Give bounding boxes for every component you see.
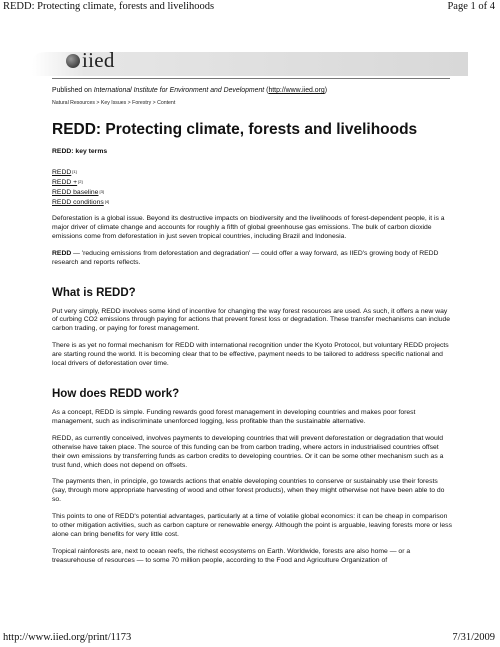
- key-term-link[interactable]: REDD baseline: [52, 189, 99, 196]
- key-term-ref: [3]: [99, 189, 104, 194]
- key-term-link[interactable]: REDD: [52, 169, 72, 176]
- globe-icon: [66, 54, 80, 68]
- key-term-item: [52, 167, 452, 177]
- redd-bold: REDD: [52, 249, 72, 257]
- published-paren-close: ): [324, 87, 328, 94]
- divider: [52, 78, 450, 79]
- paragraph: As a concept, REDD is simple. Funding rewards good forest management in developing countries and makes poor forest management, such as indiscriminate unenforced logging, less profitable than the sustainable alternative.: [52, 408, 416, 425]
- key-terms-heading: REDD: key terms: [52, 148, 108, 155]
- print-header-page: Page 1 of 4: [447, 1, 495, 12]
- paragraph: The payments then, in principle, go towards actions that enable developing countries to conserve or sustainably use their forests (say, through more appropriate harvesting of wood and other forest products), when they might otherwise not have been able to do so.: [52, 478, 445, 504]
- paragraph: Put very simply, REDD involves some kind of incentive for changing the way forest resources are used. As such, it offers a new way of curbing CO2 emissions through paying for actions that prevent forest loss or degradation. These transfer mechanisms can include carbon trading, or paying for forest management.: [52, 307, 451, 333]
- key-term-item: [52, 197, 452, 207]
- published-prefix: Published on: [52, 87, 94, 94]
- key-term-item: [52, 177, 452, 187]
- intro-paragraph: Deforestation is a global issue. Beyond its destructive impacts on biodiversity and the livelihoods of forest-dependent people, it is a major driver of climate change and accounts for roughly a fifth of global greenhouse gas emissions. The bulk of carbon dioxide emissions come from deforestation in just seven tropical countries, including Brazil and Indonesia.: [52, 215, 445, 240]
- key-term-item: [52, 187, 452, 197]
- print-footer-date: 7/31/2009: [452, 632, 495, 643]
- published-line: [52, 86, 452, 96]
- article: [52, 86, 452, 566]
- breadcrumb[interactable]: Natural Resources > Key Issues > Forestry > Content: [52, 100, 176, 106]
- paragraph: This points to one of REDD's potential advantages, particularly at a time of volatile global economics: it can be cheap in comparison to other mitigation activities, such as carbon capture or renewable energy. Although the point is arguable, leaving forests more or less alone can bring benefits for very little cost.: [52, 513, 452, 538]
- iied-logo[interactable]: [66, 48, 136, 78]
- key-term-ref: [1]: [72, 169, 77, 174]
- paragraph: Tropical rainforests are, next to ocean reefs, the richest ecosystems on Earth. Worldwide, forests are also home — or a treasurehouse of resources — to some 70 million people, according to the Food and Agriculture Organization of: [52, 547, 411, 564]
- section-heading-how: How does REDD work?: [52, 387, 180, 400]
- page-title: REDD: Protecting climate, forests and livelihoods: [52, 121, 418, 138]
- key-term-ref: [2]: [78, 179, 83, 184]
- key-term-ref: [4]: [104, 199, 110, 204]
- print-header-title: REDD: Protecting climate, forests and livelihoods: [3, 1, 215, 12]
- published-url-link[interactable]: http://www.iied.org: [268, 87, 325, 94]
- published-paren-open: (: [264, 87, 269, 94]
- paragraph: There is as yet no formal mechanism for REDD with international recognition under the Kyoto Protocol, but voluntary REDD projects are starting round the world. It is becoming clear that to be effective, payment needs to be tailored to address specific national and local drivers of deforestation over time.: [52, 342, 449, 368]
- published-org: International Institute for Environment and Development: [93, 87, 265, 94]
- logo-text: iied: [82, 48, 115, 72]
- key-term-link[interactable]: REDD +: [52, 179, 78, 186]
- banner: [32, 48, 468, 76]
- key-term-link[interactable]: REDD conditions: [52, 199, 104, 206]
- redd-definition: — 'reducing emissions from deforestation and degradation' — could offer a way forward, as IIED's growing body of REDD research and reports reflects.: [52, 249, 439, 266]
- print-footer: [0, 632, 500, 646]
- key-terms-list: [52, 167, 452, 207]
- print-header: [0, 0, 500, 14]
- print-footer-url: http://www.iied.org/print/1173: [3, 632, 132, 643]
- paragraph: REDD, as currently conceived, involves payments to developing countries that will prevent deforestation or degradation that would otherwise have taken place. The source of this funding can be from carbon trading, where actors in industrialised countries offset their own emissions by transferring funds as carbon credits to developing countries. Or it can be some other mechanism such as a trust fund, which does not depend on offsets.: [52, 434, 444, 469]
- intro-paragraph-redd: [52, 250, 452, 268]
- section-heading-what: What is REDD?: [52, 286, 136, 299]
